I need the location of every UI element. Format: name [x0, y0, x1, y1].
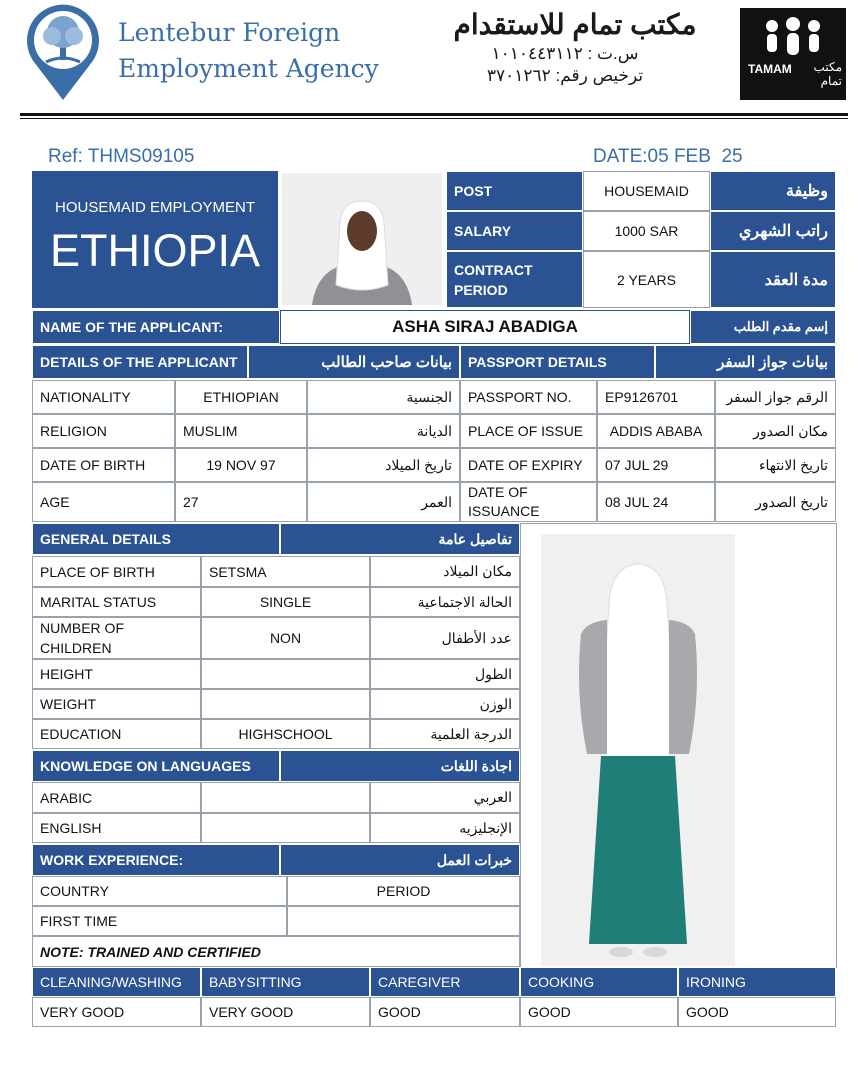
language-english-arabic: الإنجليزيه — [370, 813, 520, 843]
portrait-figure — [282, 173, 442, 305]
detail-religion-value: MUSLIM — [175, 414, 307, 448]
applicant-full-photo-frame — [520, 523, 837, 968]
passport-expiry-arabic: تاريخ الانتهاء — [715, 448, 836, 482]
general-header-label: GENERAL DETAILS — [32, 523, 280, 555]
job-post-arabic: وظيفة — [710, 171, 836, 211]
passport-expiry-value: 07 JUL 29 — [597, 448, 715, 482]
detail-dob-label: DATE OF BIRTH — [32, 448, 175, 482]
details-header-label: DETAILS OF THE APPLICANT — [32, 345, 248, 379]
language-arabic-arabic: العربي — [370, 782, 520, 813]
applicant-name-label: NAME OF THE APPLICANT: — [32, 310, 280, 344]
document-date: DATE:05 FEB 25 — [593, 146, 743, 167]
tamam-logo-text: TAMAM — [748, 62, 792, 76]
passport-expiry-label: DATE OF EXPIRY — [460, 448, 597, 482]
job-post-label: POST — [446, 171, 583, 211]
job-contract-arabic: مدة العقد — [710, 251, 836, 308]
skill-cooking-value: GOOD — [520, 997, 678, 1027]
applicant-name-value: ASHA SIRAJ ABADIGA — [280, 310, 690, 344]
people-logo-icon — [754, 16, 832, 60]
page-header — [0, 0, 868, 125]
general-education-value: HIGHSCHOOL — [201, 719, 370, 749]
general-height-arabic: الطول — [370, 659, 520, 689]
general-weight-arabic: الوزن — [370, 689, 520, 719]
reference-number: Ref: THMS09105 — [48, 146, 195, 167]
languages-header-arabic: اجادة اللغات — [280, 750, 520, 782]
applicant-name-arabic: إسم مقدم الطلب — [690, 310, 836, 344]
detail-nationality-label: NATIONALITY — [32, 380, 175, 414]
language-arabic-value — [201, 782, 370, 813]
tree-logo-icon — [24, 4, 102, 102]
general-children-value: NON — [201, 617, 370, 659]
passport-number-arabic: الرقم جواز السفر — [715, 380, 836, 414]
detail-nationality-value: ETHIOPIAN — [175, 380, 307, 414]
detail-religion-arabic: الديانة — [307, 414, 460, 448]
general-education-arabic: الدرجة العلمية — [370, 719, 520, 749]
header-divider-thin — [20, 118, 848, 119]
passport-number-value: EP9126701 — [597, 380, 715, 414]
passport-place-of-issue-value: ADDIS ABABA — [597, 414, 715, 448]
skill-ironing-label: IRONING — [678, 967, 836, 997]
detail-religion-label: RELIGION — [32, 414, 175, 448]
job-post-value: HOUSEMAID — [583, 171, 710, 211]
language-english-label: ENGLISH — [32, 813, 201, 843]
training-note: NOTE: TRAINED AND CERTIFIED — [32, 936, 520, 967]
skill-cooking-label: COOKING — [520, 967, 678, 997]
arabic-cr-number: س.ت : ١٠١٠٤٤٣١١٢ — [491, 44, 639, 63]
work-first-time: FIRST TIME — [32, 906, 287, 936]
general-weight-label: WEIGHT — [32, 689, 201, 719]
work-first-time-period — [287, 906, 520, 936]
work-period-label: PERIOD — [287, 876, 520, 906]
skill-babysitting-value: VERY GOOD — [201, 997, 370, 1027]
applicant-full-photo — [541, 534, 735, 966]
arabic-office-name: مكتب تمام للاستقدام — [453, 9, 697, 40]
agency-name-line2: Employment Agency — [118, 54, 379, 83]
job-contract-value: 2 YEARS — [583, 251, 710, 308]
general-marital-arabic: الحالة الاجتماعية — [370, 587, 520, 617]
title-subtitle: HOUSEMAID EMPLOYMENT — [54, 199, 256, 216]
general-marital-label: MARITAL STATUS — [32, 587, 201, 617]
general-header-arabic: تفاصيل عامة — [280, 523, 520, 555]
skill-ironing-value: GOOD — [678, 997, 836, 1027]
passport-issuance-arabic: تاريخ الصدور — [715, 482, 836, 522]
general-children-arabic: عدد الأطفال — [370, 617, 520, 659]
skill-caregiver-label: CAREGIVER — [370, 967, 520, 997]
arabic-license: ترخيص رقم: ٣٧٠١٢٦٢ — [486, 66, 644, 85]
general-height-value — [201, 659, 370, 689]
header-divider-thick — [20, 113, 848, 116]
skill-babysitting-label: BABYSITTING — [201, 967, 370, 997]
skill-cleaning-value: VERY GOOD — [32, 997, 201, 1027]
general-education-label: EDUCATION — [32, 719, 201, 749]
job-salary-value: 1000 SAR — [583, 211, 710, 251]
detail-nationality-arabic: الجنسية — [307, 380, 460, 414]
tamam-logo-arabic: مكتب تمام — [813, 60, 842, 88]
language-arabic-label: ARABIC — [32, 782, 201, 813]
passport-issuance-value: 08 JUL 24 — [597, 482, 715, 522]
general-place-of-birth-arabic: مكان الميلاد — [370, 556, 520, 587]
job-salary-label: SALARY — [446, 211, 583, 251]
details-header-arabic: بيانات صاحب الطالب — [248, 345, 460, 379]
general-weight-value — [201, 689, 370, 719]
passport-issuance-label: DATE OF ISSUANCE — [460, 482, 597, 522]
general-marital-value: SINGLE — [201, 587, 370, 617]
skill-caregiver-value: GOOD — [370, 997, 520, 1027]
work-header-label: WORK EXPERIENCE: — [32, 844, 280, 876]
detail-dob-value: 19 NOV 97 — [175, 448, 307, 482]
passport-number-label: PASSPORT NO. — [460, 380, 597, 414]
title-country: ETHIOPIA — [49, 225, 261, 276]
passport-place-of-issue-arabic: مكان الصدور — [715, 414, 836, 448]
detail-age-value: 27 — [175, 482, 307, 522]
detail-age-label: AGE — [32, 482, 175, 522]
general-place-of-birth-value: SETSMA — [201, 556, 370, 587]
work-header-arabic: خبرات العمل — [280, 844, 520, 876]
detail-age-arabic: العمر — [307, 482, 460, 522]
general-children-label: NUMBER OF CHILDREN — [32, 617, 201, 659]
passport-header-arabic: بيانات جواز السفر — [655, 345, 836, 379]
job-contract-label: CONTRACT PERIOD — [446, 251, 583, 308]
general-height-label: HEIGHT — [32, 659, 201, 689]
detail-dob-arabic: تاريخ الميلاد — [307, 448, 460, 482]
work-country-label: COUNTRY — [32, 876, 287, 906]
applicant-portrait-photo — [282, 173, 442, 305]
passport-place-of-issue-label: PLACE OF ISSUE — [460, 414, 597, 448]
skill-cleaning-label: CLEANING/WASHING — [32, 967, 201, 997]
languages-header-label: KNOWLEDGE ON LANGUAGES — [32, 750, 280, 782]
language-english-value — [201, 813, 370, 843]
general-place-of-birth-label: PLACE OF BIRTH — [32, 556, 201, 587]
title-block — [32, 171, 278, 308]
passport-header-label: PASSPORT DETAILS — [460, 345, 655, 379]
tamam-logo — [740, 8, 846, 100]
job-salary-arabic: راتب الشهري — [710, 211, 836, 251]
agency-name-line1: Lentebur Foreign — [118, 18, 341, 47]
full-body-figure — [541, 534, 735, 966]
